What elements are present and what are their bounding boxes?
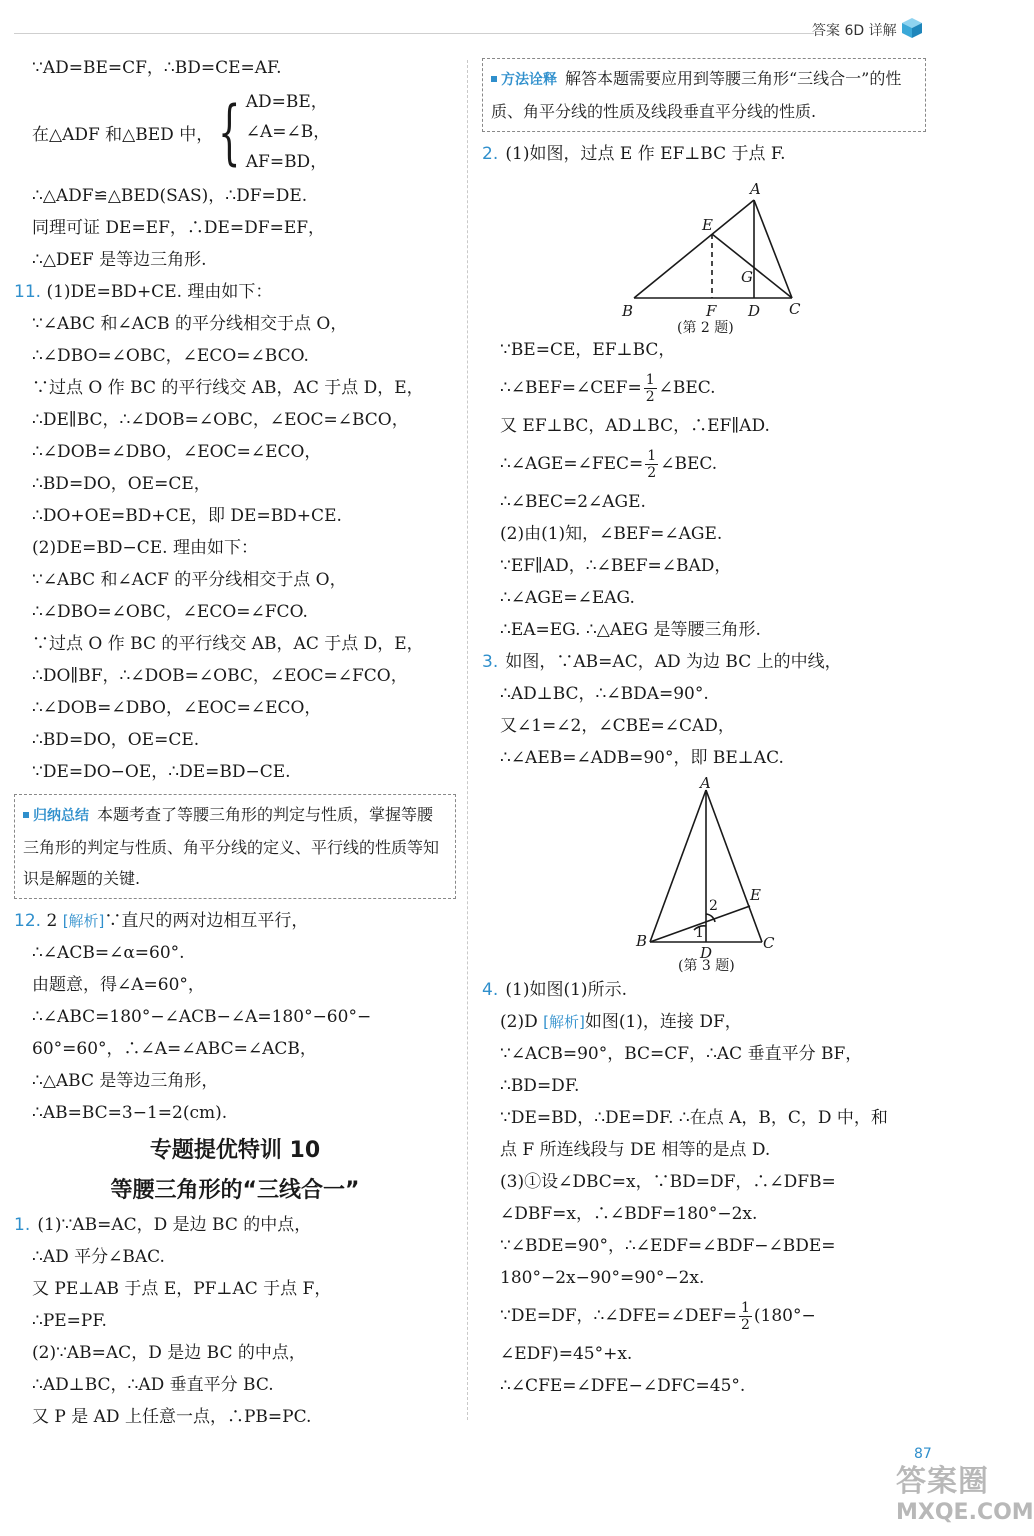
brace-system xyxy=(14,84,456,180)
question-4-head xyxy=(482,974,926,1006)
header-rule xyxy=(14,33,814,34)
text-line: (2)由(1)知，∠BEF=∠AGE. xyxy=(500,524,723,544)
question-number: 4. xyxy=(482,980,499,1000)
note-badge: 归纳总结 xyxy=(23,808,89,824)
fig3-label: C xyxy=(763,934,775,952)
text-line: ∴AB=BC=3−1=2(cm). xyxy=(32,1103,228,1123)
text-line-analysis xyxy=(482,1006,926,1038)
cube-icon xyxy=(900,17,924,43)
numerator: 1 xyxy=(647,448,657,464)
note-text: 本题考查了等腰三角形的判定与性质，掌握等腰三角形的判定与性质、角平分线的定义、平行线的性质等知识是解题的关键. xyxy=(23,805,440,888)
question-number: 1. xyxy=(14,1215,31,1235)
fraction xyxy=(739,1300,752,1333)
brace-item: AF=BD， xyxy=(245,152,328,172)
text-line: 又 EF⊥BC，AD⊥BC，∴EF∥AD. xyxy=(500,416,770,436)
fig3-label: B xyxy=(636,932,648,950)
text-line: ∴∠DBO=∠OBC，∠ECO=∠BCO. xyxy=(32,346,309,366)
text-line: ∴DO+OE=BD+CE，即 DE=BD+CE. xyxy=(32,506,342,526)
text-line: ∵∠BDE=90°，∴∠EDF=∠BDF−∠BDE= xyxy=(500,1236,836,1256)
text-line: ∴∠BEC=2∠AGE. xyxy=(500,492,646,512)
text-line: ∴DE∥BC，∴∠DOB=∠OBC，∠EOC=∠BCO， xyxy=(32,410,409,430)
text-line: ∴∠DBO=∠OBC，∠ECO=∠FCO. xyxy=(32,602,308,622)
figure-question-3 xyxy=(482,776,926,972)
fig2-label: B xyxy=(622,302,634,320)
brace-item: AD=BE， xyxy=(245,92,328,112)
fig3-label: 1 xyxy=(695,925,704,941)
text-line: (1)如图，过点 E 作 EF⊥BC 于点 F. xyxy=(505,144,786,164)
text-line: (1)如图(1)所示. xyxy=(505,980,627,1000)
fig3-label: D xyxy=(700,944,713,962)
text-line: ∴BD=DO，OE=CE， xyxy=(32,474,211,494)
numerator: 1 xyxy=(741,1300,750,1316)
text-segment: ∠BEC. xyxy=(658,378,716,398)
text-line: ∵∠ABC 和∠ACB 的平分线相交于点 O， xyxy=(32,314,348,334)
text-segment: ∵DE=DF，∴∠DFE=∠DEF= xyxy=(500,1306,737,1326)
fig2-label: E xyxy=(702,216,713,234)
text-line: ∵DE=BD，∴DE=DF. ∴在点 A，B，C，D 中，和 xyxy=(500,1108,888,1128)
text-line: ∵过点 O 作 BC 的平行线交 AB，AC 于点 D，E， xyxy=(32,634,424,654)
denominator: 2 xyxy=(741,1317,750,1333)
text-segment: ∴∠BEF=∠CEF= xyxy=(500,378,642,398)
text-line: 又 PE⊥AB 于点 E，PF⊥AC 于点 F， xyxy=(32,1279,332,1299)
analysis-tag: [解析] xyxy=(543,1013,585,1031)
question-12-head xyxy=(14,905,456,937)
fig2-label: A xyxy=(750,180,761,198)
fig3-label: A xyxy=(700,774,711,792)
text-line: ∴AD 平分∠BAC. xyxy=(32,1247,165,1267)
fraction xyxy=(644,372,657,405)
text-segment: ∴∠AGE=∠FEC= xyxy=(500,454,644,474)
brace-icon: { xyxy=(218,91,241,173)
text-line: ∴△DEF 是等边三角形. xyxy=(32,250,207,270)
text-line: 又∠1=∠2，∠CBE=∠CAD， xyxy=(500,716,735,736)
text-line: ∵∠ACB=90°，BC=CF，∴AC 垂直平分 BF， xyxy=(500,1044,863,1064)
fig2-label: C xyxy=(789,300,801,318)
text-line: ∴DO∥BF，∴∠DOB=∠OBC，∠EOC=∠FCO， xyxy=(32,666,408,686)
question-3-head xyxy=(482,646,926,678)
text-line: ∠EDF)=45°+x. xyxy=(500,1344,633,1364)
fig2-caption: (第 2 题) xyxy=(677,320,734,336)
text-line: ∴PE=PF. xyxy=(32,1311,107,1331)
text-line: ∴AD⊥BC，∴AD 垂直平分 BC. xyxy=(32,1375,274,1395)
brace-lead: 在△ADF 和△BED 中， xyxy=(32,124,214,145)
fig3-label: 2 xyxy=(709,898,718,914)
brace-item: ∠A=∠B， xyxy=(245,122,331,142)
text-segment: (180°− xyxy=(753,1306,816,1326)
text-line: (1)∵AB=AC，D 是边 BC 的中点， xyxy=(37,1215,312,1235)
question-number: 11. xyxy=(14,282,42,302)
text-line: (1)DE=BD+CE. 理由如下： xyxy=(46,282,273,302)
text-line: ∴EA=EG. ∴△AEG 是等腰三角形. xyxy=(500,620,761,640)
fig3-caption: (第 3 题) xyxy=(678,958,735,974)
question-number: 3. xyxy=(482,652,499,672)
answer: (2)D xyxy=(500,1012,538,1032)
text-line: ∵过点 O 作 BC 的平行线交 AB，AC 于点 D，E， xyxy=(32,378,424,398)
watermark-url: MXQE.COM xyxy=(896,1500,1034,1525)
fig2-label: D xyxy=(748,302,761,320)
column-divider xyxy=(467,60,468,1420)
summary-note xyxy=(14,794,456,899)
text-line: ∵EF∥AD，∴∠BEF=∠BAD， xyxy=(500,556,732,576)
fig2-label: G xyxy=(741,268,753,286)
text-line: (3)①设∠DBC=x，∵BD=DF，∴∠DFB= xyxy=(500,1172,836,1192)
text-line: 由题意，得∠A=60°， xyxy=(32,975,205,995)
text-segment: ∠BEC. xyxy=(660,454,718,474)
text-line-fraction xyxy=(482,1294,926,1338)
method-note xyxy=(482,58,926,132)
text-line: 同理可证 DE=EF，∴DE=DF=EF， xyxy=(32,218,326,238)
text-line: 点 F 所连线段与 DE 相等的是点 D. xyxy=(500,1140,771,1160)
text-line: ∵直尺的两对边相互平行， xyxy=(104,911,309,931)
text-line: ∴∠ABC=180°−∠ACB−∠A=180°−60°− xyxy=(32,1007,372,1027)
section-subtitle: 等腰三角形的“三线合一” xyxy=(110,1178,360,1203)
text-line: ∵DE=DO−OE，∴DE=BD−CE. xyxy=(32,762,291,782)
question-1-head xyxy=(14,1209,456,1241)
question-number: 2. xyxy=(482,144,499,164)
left-column xyxy=(14,52,456,1433)
text-line: (2)∵AB=AC，D 是边 BC 的中点， xyxy=(32,1343,306,1363)
fraction xyxy=(645,448,658,481)
text-line: ∠DBF=x，∴∠BDF=180°−2x. xyxy=(500,1204,758,1224)
page-number: 87 xyxy=(914,1446,932,1462)
text-segment: 如图(1)，连接 DF， xyxy=(584,1012,742,1032)
denominator: 2 xyxy=(647,465,657,481)
text-line: (2)DE=BD−CE. 理由如下： xyxy=(32,538,258,558)
text-line: ∵AD=BE=CF，∴BD=CE=AF. xyxy=(32,58,282,78)
numerator: 1 xyxy=(645,372,655,388)
text-line: ∴∠DOB=∠DBO，∠EOC=∠ECO， xyxy=(32,442,322,462)
note-text: 解答本题需要应用到等腰三角形“三线合一”的性质、角平分线的性质及线段垂直平分线的性质. xyxy=(491,69,902,121)
question-2-head xyxy=(482,138,926,170)
brace-items xyxy=(246,87,331,177)
text-line-fraction xyxy=(482,366,926,410)
right-column xyxy=(482,58,926,1402)
text-line: ∴∠DOB=∠DBO，∠EOC=∠ECO， xyxy=(32,698,322,718)
fig3-label: E xyxy=(750,886,761,904)
text-line: 180°−2x−90°=90°−2x. xyxy=(500,1268,705,1288)
text-line-fraction xyxy=(482,442,926,486)
text-line: 如图，∵AB=AC，AD 为边 BC 上的中线， xyxy=(505,652,842,672)
header-label: 答案 6D 详解 xyxy=(812,23,897,39)
question-11-head xyxy=(14,276,456,308)
text-line: ∴∠AEB=∠ADB=90°，即 BE⊥AC. xyxy=(500,748,784,768)
note-badge: 方法诠释 xyxy=(491,72,557,88)
text-line: ∴BD=DF. xyxy=(500,1076,580,1096)
text-line: ∵∠ABC 和∠ACF 的平分线相交于点 O， xyxy=(32,570,347,590)
text-line: ∴∠AGE=∠EAG. xyxy=(500,588,635,608)
text-line: ∴△ABC 是等边三角形， xyxy=(32,1071,219,1091)
text-line: ∴BD=DO，OE=CE. xyxy=(32,730,200,750)
answer: 2 xyxy=(46,911,58,931)
text-line: ∵BE=CE，EF⊥BC， xyxy=(500,340,676,360)
text-line: 又 P 是 AD 上任意一点，∴PB=PC. xyxy=(32,1407,312,1427)
section-title: 专题提优特训 10 xyxy=(149,1138,321,1163)
watermark-logo: 答案圈 xyxy=(896,1464,989,1499)
fig2-label: F xyxy=(706,302,717,320)
text-line: ∴△ADF≌△BED(SAS)，∴DF=DE. xyxy=(32,186,308,206)
figure-question-2 xyxy=(482,172,926,336)
text-line: ∴∠CFE=∠DFE−∠DFC=45°. xyxy=(500,1376,746,1396)
analysis-tag: [解析] xyxy=(62,912,105,930)
text-line: ∴∠ACB=∠α=60°. xyxy=(32,943,185,963)
text-line: ∴AD⊥BC，∴∠BDA=90°. xyxy=(500,684,709,704)
text-line: 60°=60°，∴∠A=∠ABC=∠ACB， xyxy=(32,1039,317,1059)
denominator: 2 xyxy=(645,389,655,405)
question-number: 12. xyxy=(14,911,42,931)
